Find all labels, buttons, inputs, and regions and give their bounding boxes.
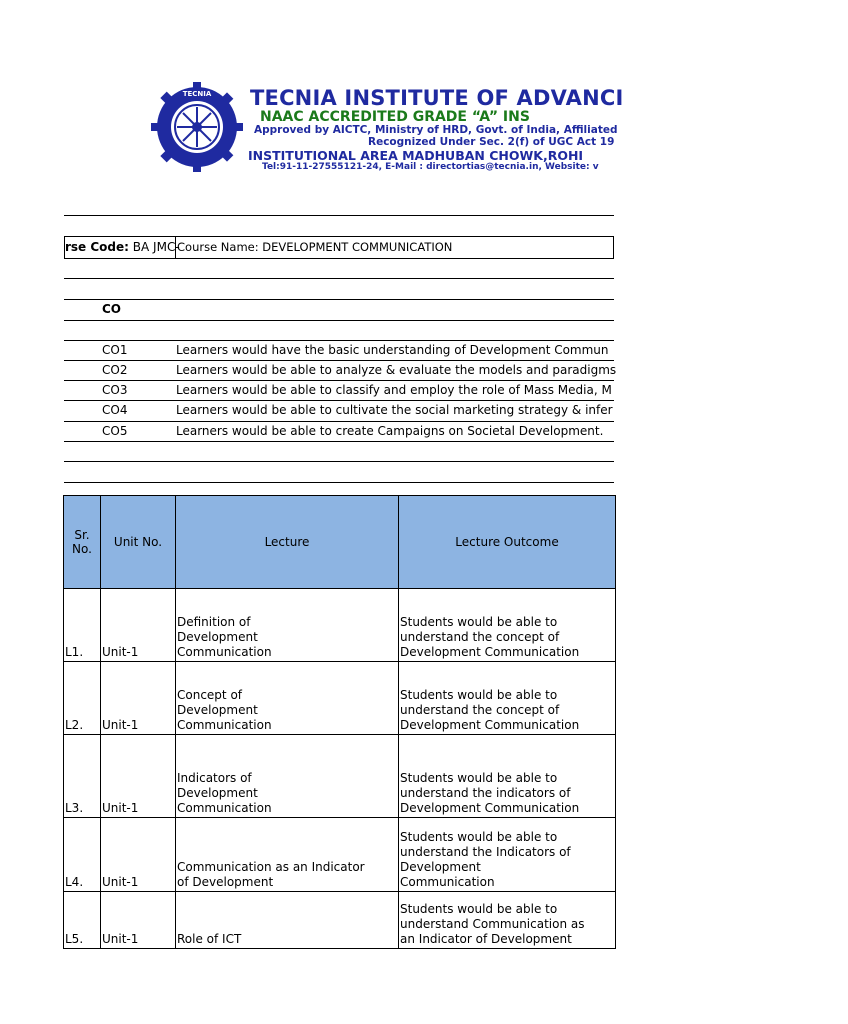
row-divider [64,278,614,279]
cell-lecture[interactable] [176,735,399,818]
lecture-table [63,495,616,949]
cell-outcome-text: Students would be able to understand the concept of Development Communication [400,688,580,732]
table-row [64,892,616,949]
cell-outcome-text: Students would be able to understand the concept of Development Communication [400,615,580,659]
cell-outcome[interactable] [399,589,616,662]
cell-lecture[interactable] [176,662,399,735]
row-divider [64,400,614,401]
cell-lecture[interactable] [176,818,399,892]
row-divider [64,441,614,442]
cell-sr[interactable]: L1. [64,589,101,662]
co-heading: CO [102,302,122,316]
table-row [64,735,616,818]
approval-line: Approved by AICTC, Ministry of HRD, Govt. of India, Affiliated [254,124,618,136]
contact-line: Tel:91-11-27555121-24, E-Mail : directortias@tecnia.in, Website: v [262,162,599,172]
lecture-table-header [64,496,616,589]
row-divider [64,461,614,462]
cell-outcome[interactable] [399,818,616,892]
cell-lecture-text: Definition of Development Communication [177,615,272,659]
accreditation-line: NAAC ACCREDITED GRADE “A” INS [260,109,530,125]
row-divider [64,299,614,300]
cell-sr[interactable]: L3. [64,735,101,818]
cell-lecture[interactable] [176,892,399,949]
cell-lecture-text: Role of ICT [177,932,242,946]
cell-sr[interactable]: L4. [64,818,101,892]
co-code: CO3 [102,383,128,397]
institute-banner [148,82,624,172]
cell-outcome-text: Students would be able to understand the Indicators of Development Communication [400,830,571,889]
row-divider [64,236,614,237]
co-description: Learners would be able to cultivate the social marketing strategy & infer [176,403,613,417]
institute-name: TECNIA INSTITUTE OF ADVANCI [250,86,624,110]
co-description: Learners would be able to classify and employ the role of Mass Media, M [176,383,612,397]
cell-lecture-text: Concept of Development Communication [177,688,272,732]
course-name-cell[interactable] [177,240,613,254]
header-unit-no[interactable]: Unit No. [101,496,176,589]
co-code: CO5 [102,424,128,438]
cell-outcome-text: Students would be able to understand the indicators of Development Communication [400,771,580,815]
cell-lecture[interactable] [176,589,399,662]
recognition-line: Recognized Under Sec. 2(f) of UGC Act 19 [368,136,615,148]
co-description: Learners would have the basic understanding of Development Commun [176,343,609,357]
cell-sr[interactable]: L2. [64,662,101,735]
cell-unit[interactable]: Unit-1 [101,662,176,735]
co-description: Learners would be able to create Campaigns on Societal Development. [176,424,604,438]
cell-outcome-text: Students would be able to understand Communication as an Indicator of Development [400,902,585,946]
row-divider [64,258,614,259]
co-code: CO2 [102,363,128,377]
row-divider [64,320,614,321]
table-row [64,818,616,892]
address-line: INSTITUTIONAL AREA MADHUBAN CHOWK,ROHI [248,148,584,163]
cell-outcome[interactable] [399,892,616,949]
row-divider [64,360,614,361]
cell-outcome[interactable] [399,662,616,735]
cell-outcome[interactable] [399,735,616,818]
co-code: CO1 [102,343,128,357]
header-lecture[interactable]: Lecture [176,496,399,589]
cell-sr[interactable]: L5. [64,892,101,949]
institute-logo-icon [148,82,246,172]
cell-unit[interactable]: Unit-1 [101,818,176,892]
cell-unit[interactable]: Unit-1 [101,735,176,818]
row-divider [64,340,614,341]
table-row [64,662,616,735]
header-lecture-outcome[interactable]: Lecture Outcome [399,496,616,589]
course-code-label: rse Code: [65,240,129,254]
logo-text: TECNIA [182,90,212,98]
row-divider [64,421,614,422]
course-name-value: DEVELOPMENT COMMUNICATION [262,240,453,254]
cell-lecture-text: Indicators of Development Communication [177,771,272,815]
co-description: Learners would be able to analyze & evaluate the models and paradigms [176,363,617,377]
course-name-label: Course Name: [177,240,259,254]
cell-lecture-text: Communication as an Indicator of Development [177,860,365,889]
course-code-value: BA JMC- [132,240,180,254]
cell-unit[interactable]: Unit-1 [101,892,176,949]
table-row [64,589,616,662]
header-sr-no[interactable]: Sr. No. [64,496,101,589]
cell-unit[interactable]: Unit-1 [101,589,176,662]
course-code-cell[interactable] [65,240,180,254]
cell-border [613,236,614,258]
co-code: CO4 [102,403,128,417]
row-divider [64,482,614,483]
row-divider [64,215,614,216]
row-divider [64,380,614,381]
